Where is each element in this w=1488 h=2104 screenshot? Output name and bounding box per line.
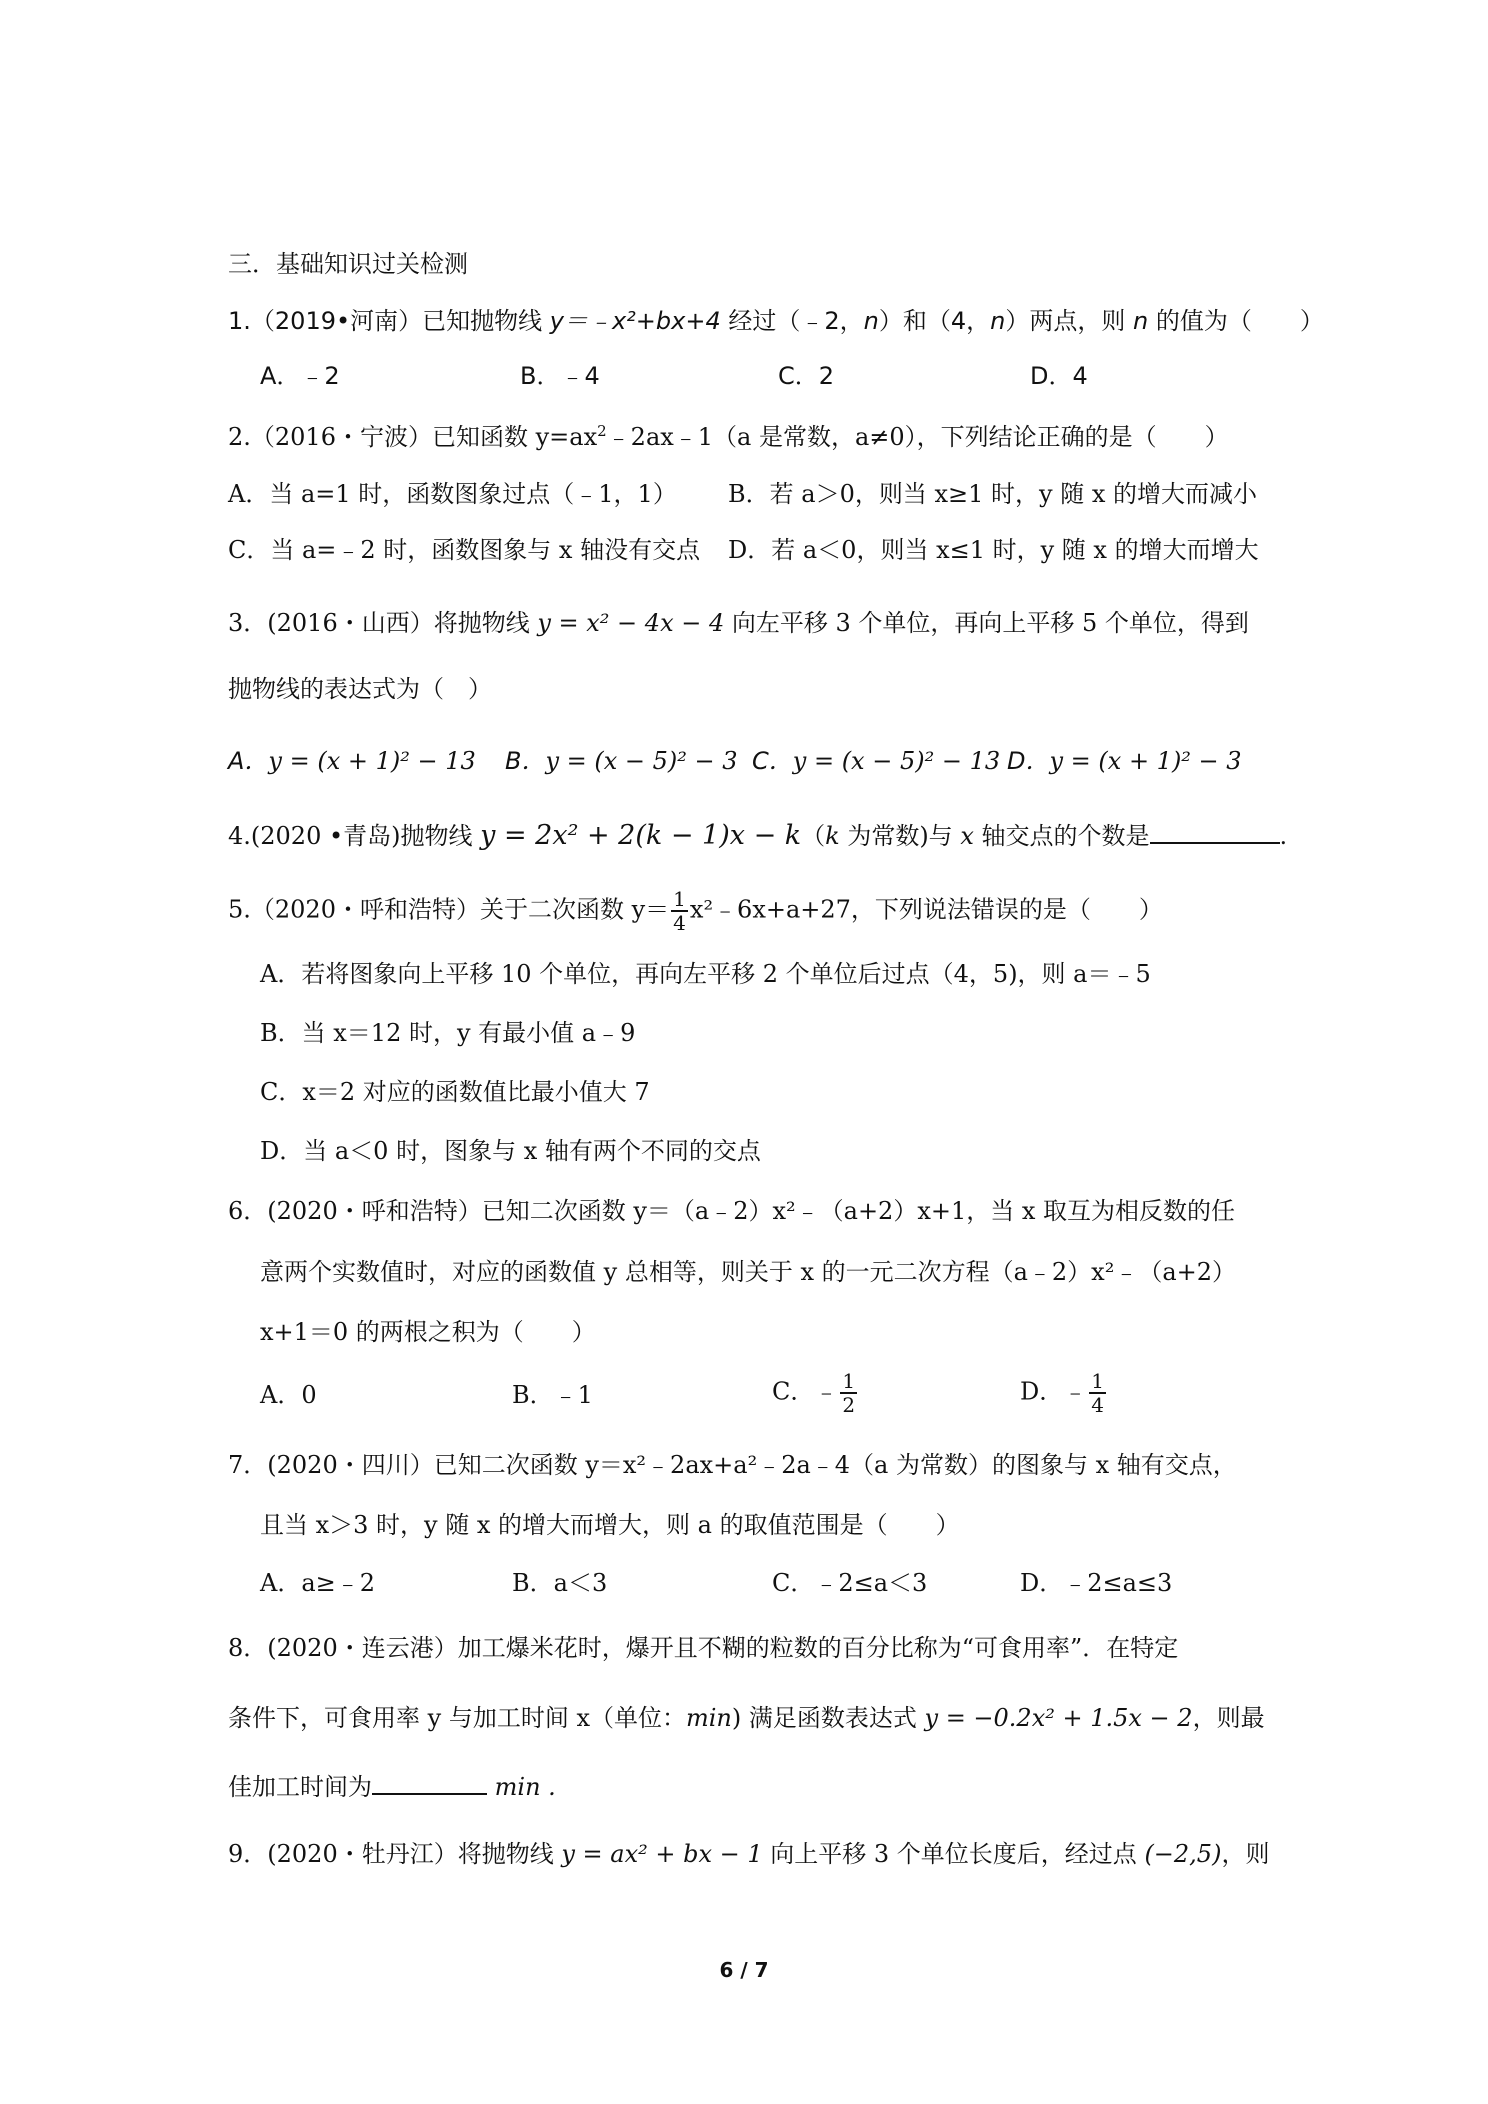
question-9-line1: 9．(2020・牡丹江）将抛物线 y = ax² + bx − 1 向上平移 3 个单位长度后，经过点 (−2,5)，则 [228,1840,1270,1868]
question-2-option-d: D．若 a＜0，则当 x≤1 时，y 随 x 的增大而增大 [728,536,1259,564]
question-8-answer-blank [372,1769,487,1795]
question-8-line1: 8．(2020・连云港）加工爆米花时，爆开且不糊的粒数的百分比称为“可食用率”．在特定 [228,1634,1179,1662]
question-1-option-d: D．4 [1030,362,1088,390]
question-3-option-d: D．y = (x + 1)² − 3 [1007,747,1242,775]
question-3-option-a: A．y = (x + 1)² − 13 [228,747,476,775]
question-1-option-a: A．﹣2 [260,362,340,390]
question-8-line2: 条件下，可食用率 y 与加工时间 x（单位：min) 满足函数表达式 y = −0.2x² + 1.5x − 2，则最 [228,1704,1265,1732]
question-5-stem: 5.（2020・呼和浩特）关于二次函数 y＝ $\frac{1}{4}$ x²﹣6x+a+27，下列说法错误的是（ ） [228,887,1163,935]
question-7-line1: 7．(2020・四川）已知二次函数 y＝x²﹣2ax+a²﹣2a﹣4（a 为常数）的图象与 x 轴有交点， [228,1451,1237,1479]
question-6-option-d: D．﹣ $\frac{1}{4}$ [1020,1369,1104,1417]
question-1-option-b: B．﹣4 [520,362,600,390]
question-8-line3: 佳加工时间为 min . [228,1769,556,1804]
question-2-option-c: C．当 a=﹣2 时，函数图象与 x 轴没有交点 [228,536,701,564]
section-title: 三．基础知识过关检测 [228,250,468,278]
question-4-answer-blank [1150,818,1280,844]
question-3-option-b: B．y = (x − 5)² − 3 [505,747,738,775]
question-3-stem-line2: 抛物线的表达式为（ ） [228,675,492,703]
question-3-stem: 3．(2016・山西）将抛物线 y = x² − 4x − 4 向左平移 3 个单位，再向上平移 5 个单位，得到 [228,609,1249,637]
question-1-option-c: C．2 [778,362,835,390]
question-3-option-c: C．y = (x − 5)² − 13 [752,747,1001,775]
question-2-option-a: A．当 a=1 时，函数图象过点（﹣1，1） [228,480,677,508]
question-5-option-b: B．当 x＝12 时，y 有最小值 a﹣9 [260,1019,636,1047]
question-7-option-c: C．﹣2≤a＜3 [772,1569,928,1597]
question-7-option-a: A．a≥﹣2 [260,1569,376,1597]
fraction-one-quarter: $\frac{1}{4}$ [673,887,686,935]
question-7-line2: 且当 x＞3 时，y 随 x 的增大而增大，则 a 的取值范围是（ ） [260,1511,960,1539]
question-5-option-d: D．当 a＜0 时，图象与 x 轴有两个不同的交点 [260,1137,761,1165]
question-6-line1: 6．(2020・呼和浩特）已知二次函数 y＝（a﹣2）x²﹣（a+2）x+1，当 x 取互为相反数的任 [228,1197,1236,1225]
question-6-line2: 意两个实数值时，对应的函数值 y 总相等，则关于 x 的一元二次方程（a﹣2）x²﹣（a+2） [260,1258,1237,1286]
question-6-option-a: A．0 [260,1381,317,1409]
question-2-option-b: B．若 a＞0，则当 x≥1 时，y 随 x 的增大而减小 [728,480,1257,508]
question-7-option-d: D．﹣2≤a≤3 [1020,1569,1173,1597]
question-5-option-c: C．x＝2 对应的函数值比最小值大 7 [260,1078,650,1106]
question-6-line3: x+1＝0 的两根之积为（ ） [260,1318,596,1346]
question-7-option-b: B．a＜3 [512,1569,608,1597]
question-6-option-c: C．﹣ $\frac{1}{2}$ [772,1369,856,1417]
question-6-option-b: B．﹣1 [512,1381,593,1409]
question-5-option-a: A．若将图象向上平移 10 个单位，再向左平移 2 个单位后过点（4，5)，则 a＝﹣5 [260,960,1151,988]
question-4-stem: 4.(2020 •青岛)抛物线 y = 2x² + 2(k − 1)x − k（k 为常数)与 x 轴交点的个数是 . [228,820,1288,851]
question-1-stem: 1.（2019•河南）已知抛物线 y＝﹣x²+bx+4 经过（﹣2，n）和（4，n）两点，则 n 的值为（ ） [228,307,1324,335]
question-2-stem: 2.（2016・宁波）已知函数 $y=ax^2﹣2ax﹣1(a$ 是常数，a≠0），下列结论正确的是（ ） [228,422,1229,451]
page-number: 6 / 7 [719,1958,769,1982]
